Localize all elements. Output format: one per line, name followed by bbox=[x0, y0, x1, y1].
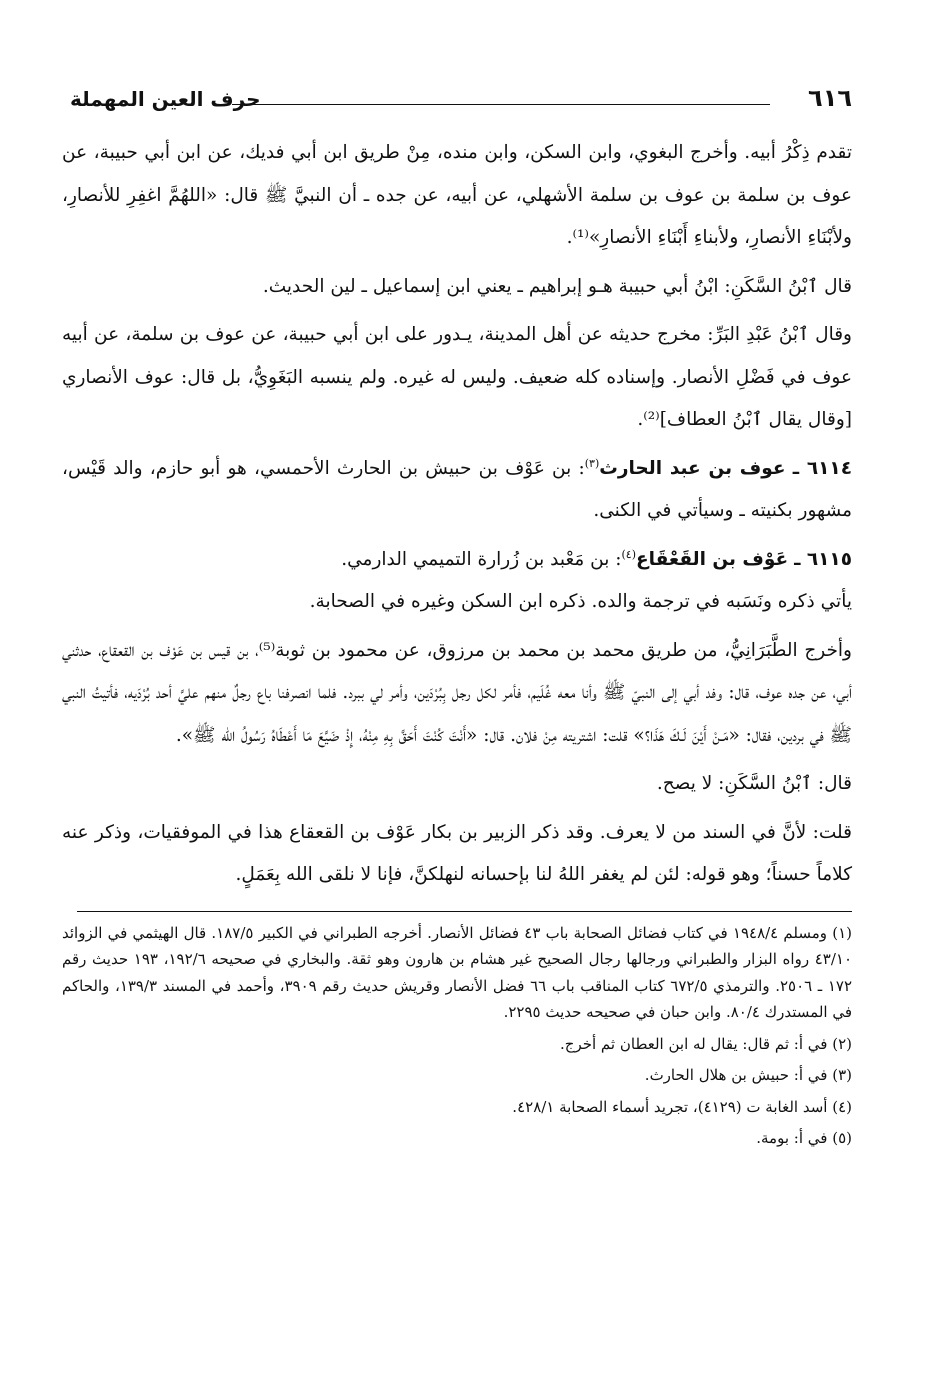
entry-number: ٦١١٥ ـ bbox=[794, 548, 852, 570]
paragraph-3: وقال ٱبْنُ عَبْدِ البَرِّ: مخرج حديثه عن أهل المدينة، يـدور على ابن أبي حبيبة، عن عوف بن سلمة، عن أبيه عوف في فَضْلِ الأنصار. وإسناده كله ضعيف. وليس له غيره. ولم ينسبه البَغَوِيُّ، بل قال: عوف الأنصاري [وقال يقال ٱبْنُ العطاف]⁽²⁾. bbox=[62, 324, 852, 430]
main-text bbox=[62, 132, 852, 897]
entry-number: ٦١١٤ ـ bbox=[792, 457, 853, 479]
footnote-4: (٤) أسد الغابة ت (٤١٢٩)، تجريد أسماء الصحابة ٤٢٨/١. bbox=[512, 1097, 852, 1116]
entry-6115 bbox=[62, 539, 852, 582]
paragraph-1: تقدم ذِكْرُ أبيه. وأخرج البغوي، وابن السكن، وابن منده، مِنْ طريق ابن أبي فديك، عن ابن أبي حبيبة، عن عوف بن سلمة بن عوف بن سلمة الأشهلي، عن أبيه، عن جده ـ أن النبيَّ ﷺ قال: «اللهُمَّ اغفِرِ للأنصارِ، ولأبْنَاءِ الأنصارِ، ولأبناءِ أَبْنَاءِ الأنصارِ»⁽¹⁾. bbox=[62, 142, 852, 248]
footnote-5: (٥) في أ: بومة. bbox=[756, 1129, 852, 1147]
entry-name: عَوْف بن القَعْقَاع bbox=[636, 548, 789, 570]
page-number: ٦١٦ bbox=[808, 84, 852, 112]
running-title: حرف العين المهملة bbox=[70, 87, 261, 111]
paragraph-9: قلت: لأنَّ في السند من لا يعرف. وقد ذكر الزبير بن بكار عَوْف بن القعقاع هذا في الموفقيات، وذكر عنه كلاماً حسناً؛ وهو قوله: لئن لم يغفر اللهُ لنا بإحسانه لنهلكنَّ، فإنا لا نلقى الله بِعَمَلٍ. bbox=[62, 821, 852, 885]
header-rule bbox=[232, 104, 770, 105]
page-header bbox=[62, 78, 852, 112]
paragraph-6: يأتي ذكره ونَسَبه في ترجمة والده. ذكره ابن السكن وغيره في الصحابة. bbox=[309, 591, 852, 612]
paragraph-7: وأخرج الطَّبَرَانِيُّ، من طريق محمد بن محمد بن مرزوق، عن محمود بن ثوبة⁽⁵⁾، بن قيس بن عَوْف بن القعقاع، حدثني أبي، عن جده عوف، قال: وفد أبي إلى النبيّ ﷺ وأنا معه غُلَيم، فأمر لكل رجل بِبُرْدَين، وأمر لي ببرد. فلما انصرفنا باع رجلٌ منهم عليَّ أحد بُرْدَيه، فأتيتُ النبي ﷺ في بردين، فقال: «مَـنْ أَيْنَ لَـكَ هَذَا؟» قلت: اشتريته مِنْ فلان. قال: «أَنْتَ كُنْتَ أَحَقَّ بِهِ مِنْهُ، إِذْ ضَيَّعَ مَا أَعْطَاهُ رَسُولُ الله ﷺ». bbox=[62, 639, 852, 746]
footnote-ref: (٤) bbox=[621, 547, 637, 561]
footnote-rule bbox=[77, 911, 852, 912]
paragraph-2: قال ٱبْنُ السَّكَنِ: ابْنُ أبي حبيبة هـو إبراهيم ـ يعني ابن إسماعيل ـ لين الحديث. bbox=[262, 275, 852, 297]
entry-text: : بن عَوْف بن حبيش بن الحارث الأحمسي، هو أبو حازم، والد قَيْس، مشهور بكنيته ـ وسيأتي في الكنى. bbox=[62, 457, 852, 521]
entry-6114 bbox=[62, 448, 852, 533]
footnote-3: (٣) في أ: حبيش بن هلال الحارث. bbox=[644, 1066, 852, 1084]
entry-name: عوف بن عبد الحارث bbox=[599, 457, 786, 479]
paragraph-8: قال: ٱبْنُ السَّكَنِ: لا يصح. bbox=[656, 773, 852, 794]
footnote-1: (١) ومسلم ١٩٤٨/٤ في كتاب فضائل الصحابة باب ٤٣ فضائل الأنصار. أخرجه الطبراني في الكبير ١٨٧/٥. قال الهيثمي في الزوائد ٤٣/١٠ رواه البزار والطبراني ورجالها رجال الصحيح غير هشام بن هارون وهو ثقة. والبخاري في صحيحه ١٩٢/٦، ١٩٣ حديث رقم ١٧٢ ـ ٢٥٠٦. والترمذي ٦٧٢/٥ كتاب المناقب باب ٦٦ فضل الأنصار وقريش حديث رقم ٣٩٠٩، وأحمد في المسند ١٣٩/٣، والحاكم في المستدرك ٨٠/٤. وابن حبان في صحيحه حديث ٢٢٩٥. bbox=[62, 923, 853, 1021]
footnote-ref: (٣) bbox=[584, 456, 600, 470]
footnotes bbox=[62, 920, 852, 1152]
entry-text: : بن مَعْبد بن زُرارة التميمي الدارمي. bbox=[341, 548, 622, 570]
footnote-2: (٢) في أ: ثم قال: يقال له ابن العطان ثم أخرج. bbox=[560, 1034, 852, 1053]
book-page bbox=[62, 78, 852, 1378]
